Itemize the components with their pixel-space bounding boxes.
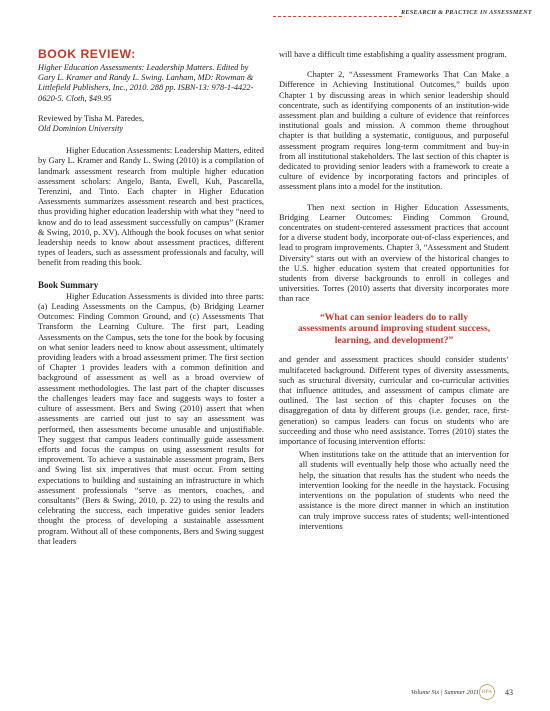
reviewer-affiliation: Old Dominion University bbox=[38, 124, 124, 134]
review-title: BOOK REVIEW: bbox=[38, 47, 136, 61]
reviewer-name: Reviewed by Tisha M. Paredes, bbox=[38, 113, 145, 123]
journal-logo: RPA bbox=[479, 684, 495, 700]
book-citation-text: Higher Education Assessments: Leadership Matters. Edited by Gary L. Kramer and Randy L. Swing. Lanham, MD: Rowman & Littlefield Publishers, Inc., 2010. 288 pp. ISBN-13: 978-1-4422-0620-5. Cloth, $49.95 bbox=[38, 63, 254, 103]
section-heading: Book Summary bbox=[38, 279, 99, 290]
pull-quote: “What can senior leaders do to rally assessments around improving student success, learning, and development?” bbox=[297, 311, 491, 346]
right-column bbox=[279, 50, 509, 532]
page-footer bbox=[361, 686, 513, 698]
chapter2-paragraph: Chapter 2, “Assessment Frameworks That Can Make a Difference in Achieving Institutional Outcomes,” builds upon Chapter 1 by discussing areas in which senior leadership should concentrate, such as identifying components of an institution-wide assessment plan and building a culture of evidence that reinforces institutional goals and mission. A common theme throughout chapter is that building a systematic, contiguous, and purposeful assessment program requires long-term commitment and buy-in from all institutional stakeholders. The last section of this chapter is dedicated to providing senior leaders with a framework to create a culture of evidence by incorporating factors and principles of assessment plans into a model for the institution. bbox=[279, 70, 509, 192]
after-quote-paragraph: and gender and assessment practices should consider students’ multifaceted background. Different types of diversity assessments, such as structural diversity, curricular and co-curricular activities that influence attitudes, and assessment of campus climate are outlined. The last section of this chapter focuses on the disaggregation of data by different groups (i.e. gender, race, first-generation) so campus leaders can focus on students who are succeeding and those who need assistance. Torres (2010) states the importance of focusing intervention efforts: bbox=[279, 355, 509, 447]
page-number: 43 bbox=[505, 688, 513, 697]
intro-paragraph: Higher Education Assessments: Leadership Matters, edited by Gary L. Kramer and Randy L. Swing (2010) is a compilation of landmark assessment research from multiple higher education assessment scholars: Angelo, Banta, Ewell, Kuh, Pascarella, Terenzini, and Tinto. Each chapter in Higher Education Assessments summarizes assessment research and best practices, thus providing higher education leadership with what they “need to know and do to lead assessment successfully on campus” (Kramer & Swing, 2010, p. XV). Although the book focuses on what senior leadership needs to know about assessment practices, different types of leaders, such as assessment professionals and faculty, will benefit from reading this book. bbox=[38, 146, 264, 268]
running-head-text: RESEARCH & PRACTICE IN ASSESSMENT bbox=[400, 9, 532, 16]
book-citation bbox=[38, 63, 264, 104]
summary-paragraph: Higher Education Assessments is divided into three parts: (a) Leading Assessments on the Campus, (b) Bridging Learner Outcomes: Finding Common Ground, and (c) Assessments That Transform the Learning Culture. The first part, Leading Assessments on the Campus, sets the tone for the book by focusing on what senior leaders need to know about assessment, ultimately providing leaders with a broad assessment primer. The first section of Chapter 1 provides leaders with a common definition and background of assessment as well as a broad overview of assessment methodologies. The last part of the chapter discusses the challenges leaders may face and suggests ways to foster a culture of assessment. Bers and Swing (2010) assert that when assessments are carried out just to say an assessment was performed, then assessments become unusable and unjustifiable. They suggest that campus leaders continually guide assessment efforts and focus the campus on using assessment results for improvement. To achieve a sustainable assessment program, Bers and Swing list six imperatives that must occur. From setting expectations to building and sustaining an infrastructure in which assessment professionals “serve as mentors, coaches, and consultants” (Bers & Swing, 2010, p. 22) to using the results and celebrating the success, each imperative guides senior leaders thought the process of developing a sustainable assessment program. Without all of these components, Bers and Swing suggest that leaders bbox=[38, 291, 264, 546]
issue-label: Volume Six | Summer 2011 bbox=[410, 689, 479, 696]
running-head-rule bbox=[273, 16, 402, 17]
left-column bbox=[38, 48, 264, 547]
running-head bbox=[0, 9, 532, 21]
block-quote: When institutions take on the attitude that an intervention for all students will eventually help those who actually need the help, the situation that results has the student who needs the intervention looking for the needle in the haystack. Focusing interventions on the population of students who need the assistance is the more direct manner in which an institution can truly improve success rates of students; well-intentioned interventions bbox=[299, 450, 509, 531]
continuation-paragraph: will have a difficult time establishing a quality assessment program. bbox=[279, 50, 507, 59]
next-section-paragraph: Then next section in Higher Education Assessments, Bridging Learner Outcomes: Finding Common Ground, concentrates on student-centered assessment practices that account for a diverse student body, incorporate out-of-class experiences, and lead to program improvements. Chapter 3, “Assessment and Student Diversity” starts out with an overview of the historical changes to the U.S. higher education system that created opportunities for students from diverse backgrounds to enroll in colleges and universities. Torres (2010) asserts that diversity incorporates more than race bbox=[279, 202, 509, 304]
